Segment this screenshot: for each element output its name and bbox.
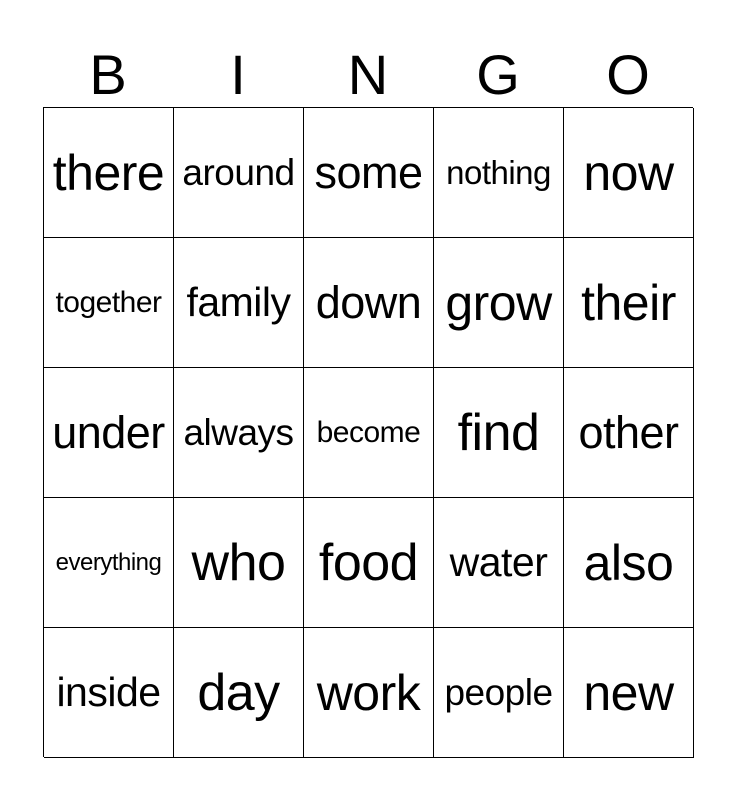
- bingo-cell[interactable]: find: [434, 368, 564, 498]
- header-letter-i: I: [230, 43, 246, 106]
- bingo-cell[interactable]: down: [304, 238, 434, 368]
- bingo-cell[interactable]: there: [44, 108, 174, 238]
- bingo-cell[interactable]: inside: [44, 628, 174, 758]
- bingo-cell[interactable]: some: [304, 108, 434, 238]
- bingo-cell[interactable]: grow: [434, 238, 564, 368]
- bingo-cell[interactable]: day: [174, 628, 304, 758]
- bingo-cell[interactable]: water: [434, 498, 564, 628]
- bingo-cell[interactable]: together: [44, 238, 174, 368]
- bingo-cell[interactable]: other: [564, 368, 694, 498]
- bingo-cell[interactable]: now: [564, 108, 694, 238]
- header-letter-n: N: [347, 43, 389, 106]
- bingo-cell[interactable]: family: [174, 238, 304, 368]
- bingo-board: [43, 107, 693, 757]
- header-letter-o: O: [606, 43, 650, 106]
- bingo-cell[interactable]: under: [44, 368, 174, 498]
- bingo-cell[interactable]: new: [564, 628, 694, 758]
- bingo-cell[interactable]: nothing: [434, 108, 564, 238]
- bingo-cell[interactable]: who: [174, 498, 304, 628]
- header-letter-g: G: [476, 43, 520, 106]
- bingo-cell[interactable]: food: [304, 498, 434, 628]
- bingo-cell[interactable]: everything: [44, 498, 174, 628]
- bingo-cell[interactable]: always: [174, 368, 304, 498]
- bingo-cell[interactable]: their: [564, 238, 694, 368]
- bingo-cell[interactable]: work: [304, 628, 434, 758]
- bingo-cell[interactable]: around: [174, 108, 304, 238]
- bingo-cell[interactable]: also: [564, 498, 694, 628]
- header-letter-b: B: [89, 43, 127, 106]
- bingo-header: [43, 44, 693, 106]
- bingo-cell[interactable]: people: [434, 628, 564, 758]
- bingo-cell[interactable]: become: [304, 368, 434, 498]
